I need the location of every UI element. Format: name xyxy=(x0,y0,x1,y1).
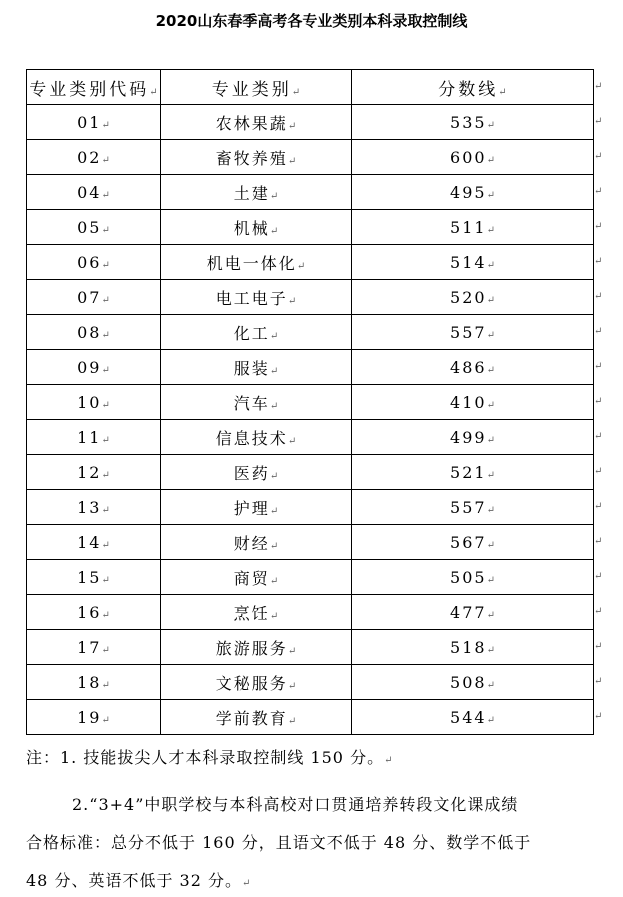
cell-category: 机械↵ xyxy=(161,210,352,245)
cell-score: 520↵ xyxy=(352,280,594,315)
table-row xyxy=(27,490,594,525)
cell-category: 商贸↵ xyxy=(161,560,352,595)
cell-code: 02↵ xyxy=(27,140,161,175)
row-end-mark: ↵ xyxy=(594,151,603,162)
row-end-mark: ↵ xyxy=(594,466,603,477)
table-row xyxy=(27,315,594,350)
table-row xyxy=(27,105,594,140)
table-row xyxy=(27,385,594,420)
row-end-mark: ↵ xyxy=(594,676,603,687)
cell-code: 18↵ xyxy=(27,665,161,700)
cell-code: 19↵ xyxy=(27,700,161,735)
row-end-mark: ↵ xyxy=(594,396,603,407)
note-line-4: 48 分、英语不低于 32 分。↵ xyxy=(26,871,251,890)
cell-score: 535↵ xyxy=(352,105,594,140)
cell-code: 13↵ xyxy=(27,490,161,525)
cell-category: 护理↵ xyxy=(161,490,352,525)
table-row xyxy=(27,140,594,175)
page-title: 2020山东春季高考各专业类别本科录取控制线 xyxy=(155,12,468,30)
row-end-mark: ↵ xyxy=(594,81,603,92)
row-end-mark: ↵ xyxy=(594,431,603,442)
cell-code: 16↵ xyxy=(27,595,161,630)
cell-code: 14↵ xyxy=(27,525,161,560)
cell-code: 04↵ xyxy=(27,175,161,210)
cell-code: 08↵ xyxy=(27,315,161,350)
cell-score: 600↵ xyxy=(352,140,594,175)
header-category: 专业类别↵ xyxy=(161,70,352,105)
cell-score: 508↵ xyxy=(352,665,594,700)
cell-code: 05↵ xyxy=(27,210,161,245)
cell-code: 07↵ xyxy=(27,280,161,315)
table-row xyxy=(27,595,594,630)
row-end-mark: ↵ xyxy=(594,536,603,547)
cell-score: 514↵ xyxy=(352,245,594,280)
row-end-mark: ↵ xyxy=(594,606,603,617)
cell-score: 495↵ xyxy=(352,175,594,210)
row-end-mark: ↵ xyxy=(594,711,603,722)
cell-category: 财经↵ xyxy=(161,525,352,560)
cell-code: 10↵ xyxy=(27,385,161,420)
table-row xyxy=(27,280,594,315)
cell-score: 518↵ xyxy=(352,630,594,665)
cell-code: 15↵ xyxy=(27,560,161,595)
cell-code: 01↵ xyxy=(27,105,161,140)
table-row xyxy=(27,420,594,455)
table-row xyxy=(27,700,594,735)
row-end-mark: ↵ xyxy=(594,326,603,337)
row-end-mark: ↵ xyxy=(594,501,603,512)
cell-category: 医药↵ xyxy=(161,455,352,490)
table-row xyxy=(27,665,594,700)
table-row xyxy=(27,245,594,280)
cell-score: 544↵ xyxy=(352,700,594,735)
row-end-mark: ↵ xyxy=(594,256,603,267)
cell-category: 畜牧养殖↵ xyxy=(161,140,352,175)
cell-category: 汽车↵ xyxy=(161,385,352,420)
note-line-1: 注：1. 技能拔尖人才本科录取控制线 150 分。↵ xyxy=(26,748,393,767)
table-row xyxy=(27,455,594,490)
note-line-2: 2.“3+4”中职学校与本科高校对口贯通培养转段文化课成绩 xyxy=(72,795,519,814)
cell-code: 12↵ xyxy=(27,455,161,490)
header-code: 专业类别代码↵ xyxy=(27,70,161,105)
cell-score: 557↵ xyxy=(352,490,594,525)
cell-code: 17↵ xyxy=(27,630,161,665)
cell-score: 521↵ xyxy=(352,455,594,490)
cell-score: 567↵ xyxy=(352,525,594,560)
row-end-mark: ↵ xyxy=(594,221,603,232)
cell-score: 477↵ xyxy=(352,595,594,630)
cell-category: 电工电子↵ xyxy=(161,280,352,315)
cell-category: 农林果蔬↵ xyxy=(161,105,352,140)
cell-score: 505↵ xyxy=(352,560,594,595)
cell-score: 499↵ xyxy=(352,420,594,455)
row-end-mark: ↵ xyxy=(594,361,603,372)
cell-code: 06↵ xyxy=(27,245,161,280)
note-line-3: 合格标准：总分不低于 160 分，且语文不低于 48 分、数学不低于 xyxy=(26,833,532,852)
row-end-mark: ↵ xyxy=(594,571,603,582)
header-score: 分数线↵ xyxy=(352,70,594,105)
cell-category: 服装↵ xyxy=(161,350,352,385)
cutoff-table xyxy=(26,69,594,735)
table-row xyxy=(27,175,594,210)
cell-category: 信息技术↵ xyxy=(161,420,352,455)
cell-category: 学前教育↵ xyxy=(161,700,352,735)
row-end-mark: ↵ xyxy=(594,641,603,652)
cell-category: 土建↵ xyxy=(161,175,352,210)
cell-category: 机电一体化↵ xyxy=(161,245,352,280)
cell-score: 410↵ xyxy=(352,385,594,420)
table-row xyxy=(27,525,594,560)
table-row xyxy=(27,630,594,665)
cell-score: 557↵ xyxy=(352,315,594,350)
row-end-mark: ↵ xyxy=(594,291,603,302)
table-row xyxy=(27,210,594,245)
cell-category: 文秘服务↵ xyxy=(161,665,352,700)
table-row xyxy=(27,560,594,595)
cell-category: 旅游服务↵ xyxy=(161,630,352,665)
cell-category: 烹饪↵ xyxy=(161,595,352,630)
row-end-mark: ↵ xyxy=(594,186,603,197)
table-header-row xyxy=(27,70,594,105)
cell-code: 09↵ xyxy=(27,350,161,385)
cell-code: 11↵ xyxy=(27,420,161,455)
row-end-mark: ↵ xyxy=(594,116,603,127)
table-row xyxy=(27,350,594,385)
cell-score: 511↵ xyxy=(352,210,594,245)
cell-category: 化工↵ xyxy=(161,315,352,350)
cell-score: 486↵ xyxy=(352,350,594,385)
